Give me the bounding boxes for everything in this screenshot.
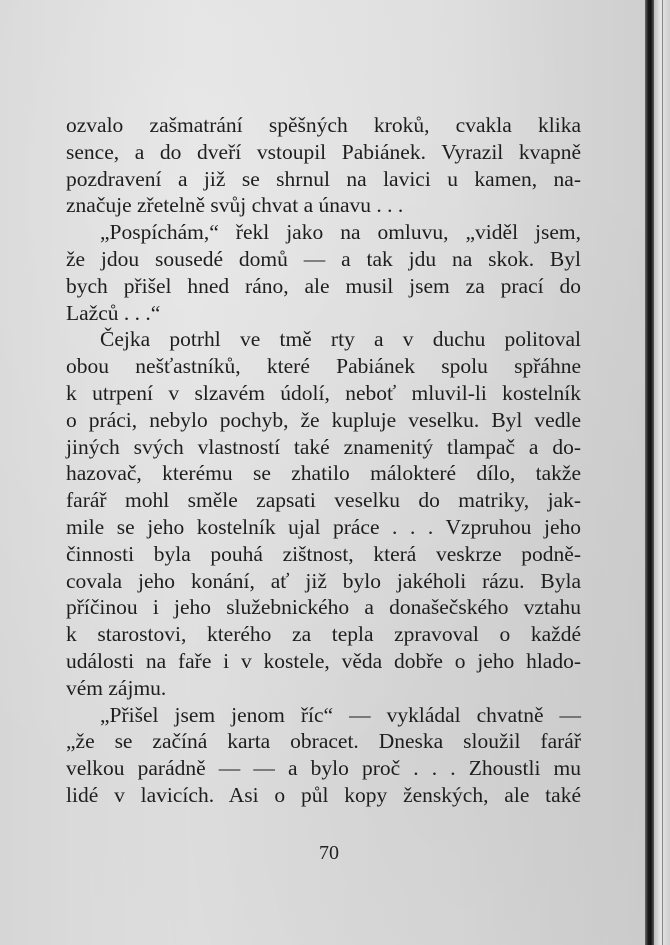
text-line: události na faře i v kostele, věda dobře o jeho hlado-	[66, 648, 581, 673]
text-line: k utrpení v slzavém údolí, neboť mluvil-li kostelník	[66, 380, 581, 405]
text-line: pozdravení a již se shrnul na lavici u kamen, na-	[66, 166, 581, 191]
text-line: sence, a do dveří vstoupil Pabiánek. Vyrazil kvapně	[66, 139, 581, 164]
text-line: příčinou i jeho služebnického a donašečského vztahu	[66, 595, 581, 620]
text-line: „že se začíná karta obracet. Dneska sloužil farář	[66, 729, 581, 754]
text-line: farář mohl směle zapsati veselku do matriky, jak-	[66, 488, 581, 513]
page-body-text	[66, 112, 581, 809]
text-line: ozvalo zašmatrání spěšných kroků, cvakla klika	[66, 113, 581, 137]
text-line: značuje zřetelně svůj chvat a únavu . . .	[66, 193, 404, 218]
text-line: „Pospíchám,“ řekl jako na omluvu, „viděl jsem,	[100, 220, 581, 245]
text-line: covala jeho konání, ať již bylo jakéholi rázu. Byla	[66, 568, 581, 593]
page-number: 70	[319, 842, 339, 864]
text-line: k starostovi, kterého za tepla zpravoval o každé	[66, 622, 581, 647]
text-line: velkou parádně — — a bylo proč . . . Zhoustli mu	[66, 756, 581, 781]
text-line: „Přišel jsem jenom říc“ — vykládal chvatně —	[100, 702, 581, 727]
text-line: činnosti byla pouhá zištnost, která veskrze podně-	[66, 541, 581, 566]
text-line: Čejka potrhl ve tmě rty a v duchu politoval	[100, 327, 581, 352]
text-line: jiných svých vlastností také znamenitý tlampač a do-	[66, 434, 581, 459]
text-line: o práci, nebylo pochyb, že kupluje veselku. Byl vedle	[66, 407, 581, 432]
text-line: hazovač, kterému se zhatilo málokteré dílo, takže	[66, 461, 581, 486]
page-edge-shadow	[645, 0, 654, 945]
text-line: bych přišel hned ráno, ale musil jsem za prací do	[66, 273, 581, 298]
underlying-page-edge	[662, 0, 663, 945]
text-line: obou nešťastníků, které Pabiánek spolu spřáhne	[66, 354, 581, 379]
text-line: mile se jeho kostelník ujal práce . . . Vzpruhou jeho	[66, 514, 581, 539]
text-line: Lažců . . .“	[66, 300, 161, 325]
text-line: vém zájmu.	[66, 675, 167, 700]
text-line: že jdou sousedé domů — a tak jdu na skok. Byl	[66, 246, 581, 271]
text-line: lidé v lavicích. Asi o půl kopy ženských, ale také	[66, 782, 581, 807]
